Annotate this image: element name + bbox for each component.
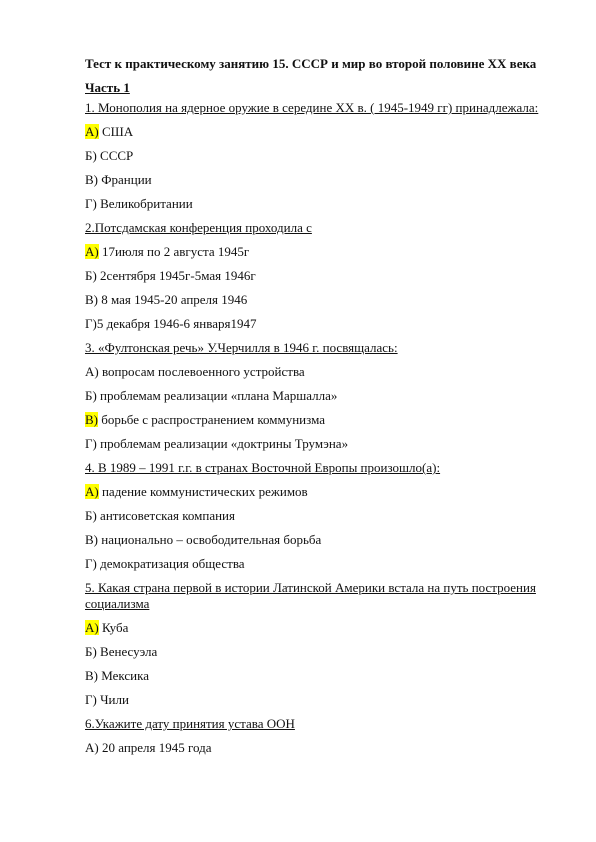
answer-option (85, 124, 545, 140)
answer-option (85, 268, 545, 284)
option-text: падение коммунистических режимов (98, 484, 308, 499)
document-content (85, 56, 545, 764)
option-letter: А) (85, 484, 99, 499)
option-text: Чили (96, 692, 129, 707)
document-title: Тест к практическому занятию 15. СССР и мир во второй половине XX века (85, 56, 537, 71)
option-letter: Б) (85, 644, 97, 659)
answer-option (85, 740, 545, 756)
option-text: Куба (98, 620, 129, 635)
answer-option (85, 436, 545, 452)
option-letter: Б) (85, 388, 97, 403)
answer-option (85, 316, 545, 332)
question-text: 1. Монополия на ядерное оружие в середине XX в. ( 1945-1949 гг) принадлежала: (85, 100, 539, 115)
answer-option (85, 484, 545, 500)
answer-option (85, 620, 545, 636)
option-text: 5 декабря 1946-6 января1947 (96, 316, 257, 331)
option-letter: Г) (85, 692, 97, 707)
question-text: 3. «Фултонская речь» У.Черчилля в 1946 г. посвящалась: (85, 340, 398, 355)
option-letter: Г) (85, 196, 97, 211)
option-letter: Г) (85, 316, 97, 331)
answer-option (85, 364, 545, 380)
answer-option (85, 644, 545, 660)
answer-option (85, 148, 545, 164)
question-text: 5. Какая страна первой в истории Латинской Америки встала на путь построения социализма (85, 580, 536, 611)
option-letter: А) (85, 124, 99, 139)
option-letter: В) (85, 292, 98, 307)
option-letter: А) (85, 740, 99, 755)
question-text: 6.Укажите дату принятия устава ООН (85, 716, 295, 731)
option-text: демократизация общества (96, 556, 245, 571)
option-letter: В) (85, 532, 98, 547)
answer-option (85, 532, 545, 548)
answer-option (85, 172, 545, 188)
option-text: борьбе с распространением коммунизма (98, 412, 325, 427)
option-text: 2сентября 1945г-5мая 1946г (96, 268, 256, 283)
option-letter: Г) (85, 556, 97, 571)
option-letter: Б) (85, 268, 97, 283)
option-letter: А) (85, 364, 99, 379)
option-text: 8 мая 1945-20 апреля 1946 (98, 292, 248, 307)
answer-option (85, 668, 545, 684)
answer-option (85, 388, 545, 404)
answer-option (85, 292, 545, 308)
answer-option (85, 412, 545, 428)
option-text: Венесуэла (96, 644, 158, 659)
answer-option (85, 508, 545, 524)
option-text: Мексика (98, 668, 150, 683)
option-text: СССР (96, 148, 134, 163)
answer-option (85, 556, 545, 572)
question-text: 2.Потсдамская конференция проходила с (85, 220, 312, 235)
answer-option (85, 692, 545, 708)
question-text: 4. В 1989 – 1991 г.г. в странах Восточной Европы произошло(а): (85, 460, 441, 475)
option-text: проблемам реализации «доктрины Трумэна» (96, 436, 349, 451)
option-text: национально – освободительная борьба (98, 532, 322, 547)
option-letter: В) (85, 668, 98, 683)
option-letter: Б) (85, 508, 97, 523)
option-letter: Б) (85, 148, 97, 163)
option-letter: А) (85, 244, 99, 259)
part-heading: Часть 1 (85, 80, 130, 95)
option-letter: Г) (85, 436, 97, 451)
answer-option (85, 196, 545, 212)
option-text: Франции (98, 172, 152, 187)
answer-option (85, 244, 545, 260)
option-text: США (98, 124, 134, 139)
option-text: антисоветская компания (96, 508, 235, 523)
option-letter: В) (85, 172, 98, 187)
option-text: 17июля по 2 августа 1945г (98, 244, 250, 259)
option-text: Великобритании (96, 196, 193, 211)
option-text: 20 апреля 1945 года (98, 740, 212, 755)
option-letter: А) (85, 620, 99, 635)
option-text: проблемам реализации «плана Маршалла» (96, 388, 338, 403)
option-letter: В) (85, 412, 98, 427)
question-list (85, 100, 545, 756)
option-text: вопросам послевоенного устройства (98, 364, 305, 379)
